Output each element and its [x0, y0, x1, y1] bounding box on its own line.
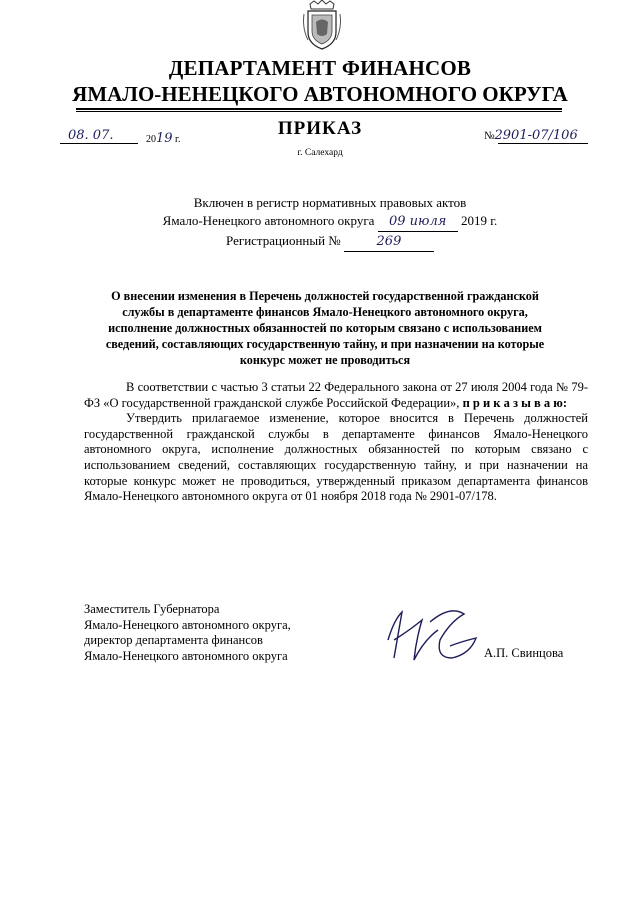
signatory-title-line3: директор департамента финансов — [84, 633, 263, 648]
registration-line1: Включен в регистр нормативных правовых актов — [193, 195, 467, 210]
signatory-name: А.П. Свинцова — [484, 646, 564, 660]
year-prefix: 20 — [146, 134, 156, 145]
registration-number-handwritten: 269 — [344, 233, 434, 252]
signatory-title-line2: Ямало-Ненецкого автономного округа, — [84, 617, 291, 632]
signatory-title-line1: Заместитель Губернатора — [84, 602, 220, 616]
year-suffix: г. — [175, 134, 181, 145]
order-body — [84, 380, 588, 505]
document-city: г. Салехард — [297, 148, 343, 158]
order-verb: п р и к а з ы в а ю: — [462, 395, 567, 410]
number-handwritten: 2901-07/106 — [494, 128, 578, 143]
order-number — [484, 128, 578, 143]
order-date-handwritten: 08. 07. — [68, 128, 114, 143]
registration-block — [100, 194, 560, 252]
department-title-line1: ДЕПАРТАМЕНТ ФИНАНСОВ — [168, 56, 472, 80]
year-handwritten: 19 — [156, 131, 173, 146]
header-divider-thin — [76, 111, 562, 112]
registration-date-handwritten: 09 июля — [378, 213, 458, 232]
handwritten-signature — [380, 600, 490, 670]
registration-line3 — [100, 232, 560, 252]
body-paragraph-2: Утвердить прилагаемое изменение, которое вносится в Перечень должностей государственной гражданской службы в департаменте финансов Ямало-Ненецкого автономного округа, исполнение должностных обязанностей по которым связано с использованием сведений, составляющих государственную тайну, и при назначении на которые конкурс может не проводиться, утвержденный приказом департамента финансов Ямало-Ненецкого автономного округа от 01 ноября 2018 года № 2901-07/178. — [84, 411, 588, 504]
number-underline — [498, 143, 588, 144]
coat-of-arms-icon — [300, 0, 344, 50]
number-prefix: № — [484, 130, 495, 142]
registration-line2 — [100, 212, 560, 232]
body-paragraph-1 — [84, 380, 588, 411]
signatory-title — [84, 602, 291, 664]
department-title-line2: ЯМАЛО-НЕНЕЦКОГО АВТОНОМНОГО ОКРУГА — [72, 82, 568, 106]
body-paragraph-1-text: В соответствии с частью 3 статьи 22 Федерального закона от 27 июля 2004 года № 79-ФЗ «О государственной гражданской службе Российской Федерации», — [84, 380, 588, 410]
header-divider — [76, 108, 562, 110]
document-type-title: ПРИКАЗ — [277, 118, 363, 139]
registration-line2-prefix: Ямало-Ненецкого автономного округа — [162, 213, 375, 228]
date-underline — [60, 143, 138, 144]
order-heading: О внесении изменения в Перечень должностей государственной гражданской службы в департаменте финансов Ямало-Ненецкого автономного округа, исполнение должностных обязанностей по которым связано с использованием сведений, составляющих государственную тайну, и при назначении на которые конкурс может не проводиться — [105, 289, 545, 367]
registration-line2-suffix: 2019 г. — [460, 213, 498, 228]
registration-number-label: Регистрационный № — [226, 233, 341, 248]
signatory-title-line4: Ямало-Ненецкого автономного округа — [84, 648, 288, 663]
